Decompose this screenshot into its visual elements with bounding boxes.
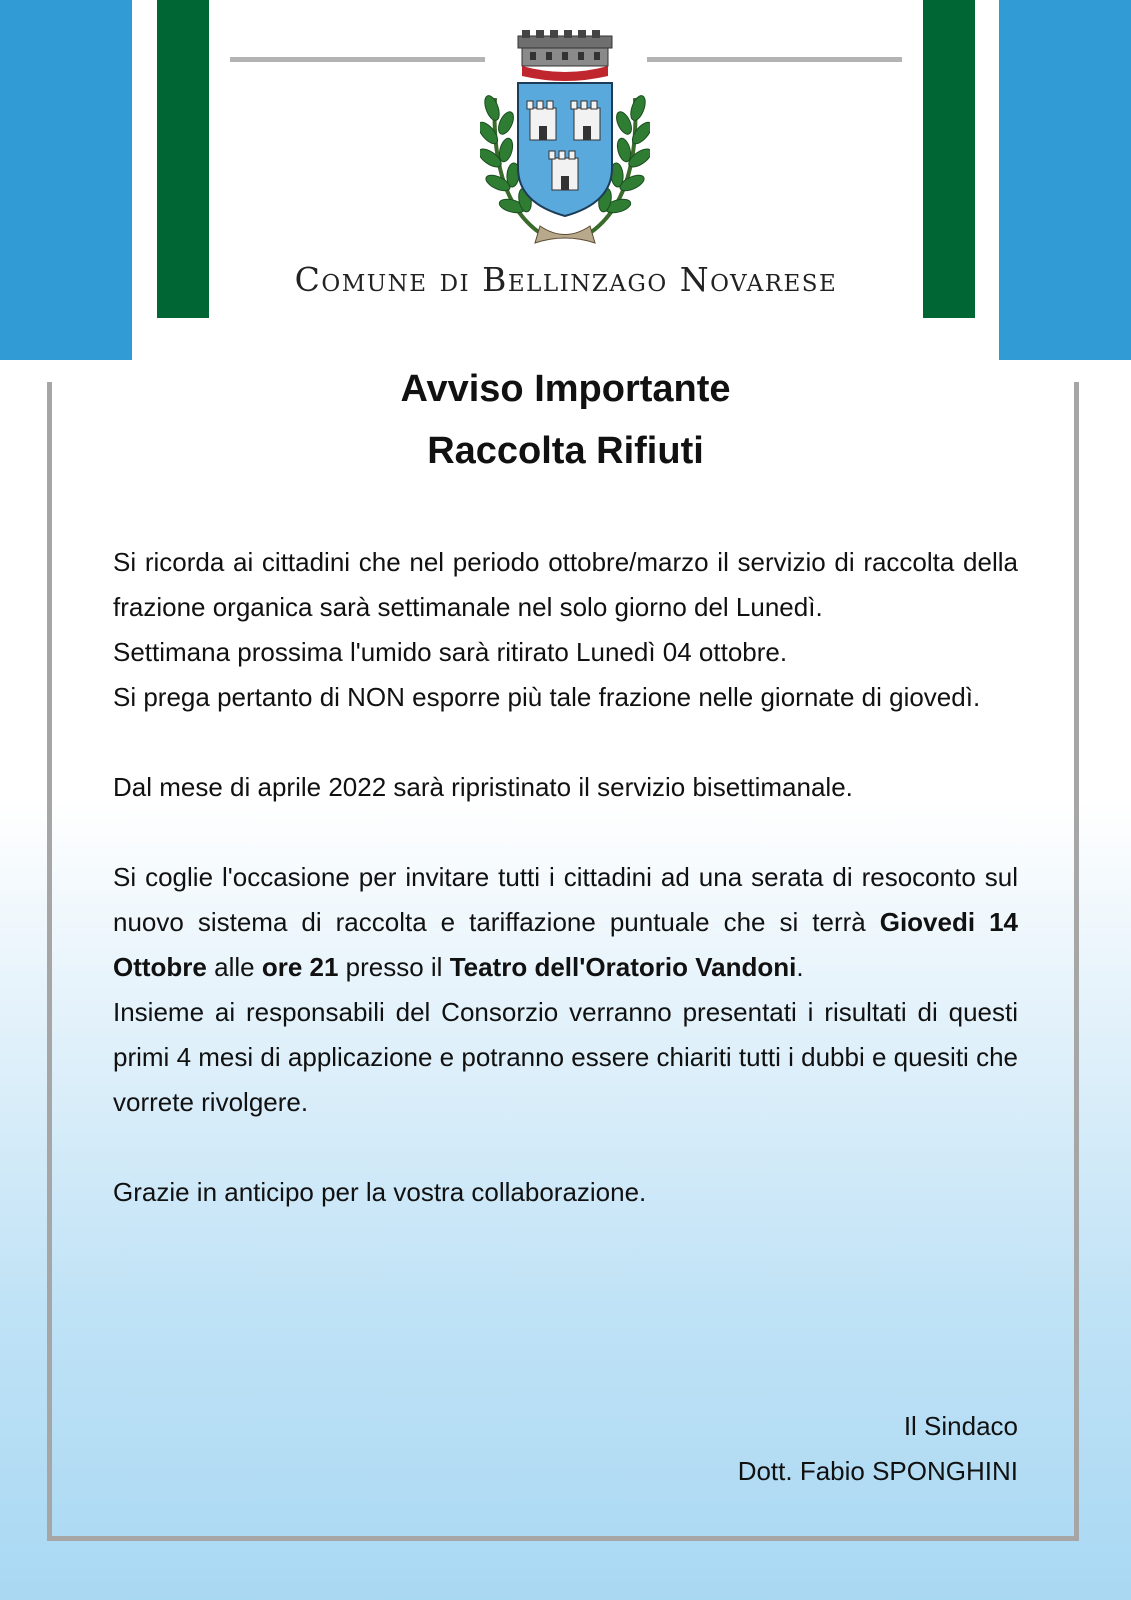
paragraph-biweekly-return: Dal mese di aprile 2022 sarà ripristinato il servizio bisettimanale. bbox=[113, 772, 853, 802]
signature-block bbox=[113, 1404, 1018, 1494]
header-blue-bar-left bbox=[0, 0, 132, 360]
event-time: ore 21 bbox=[261, 952, 339, 982]
header-blue-bar-right bbox=[999, 0, 1131, 360]
notice-heading bbox=[0, 358, 1131, 482]
paragraph-do-not-expose: Si prega pertanto di NON esporre più tale frazione nelle giornate di giovedì. bbox=[113, 682, 981, 712]
coat-of-arms-icon bbox=[480, 28, 650, 250]
paragraph-consortium: Insieme ai responsabili del Consorzio verranno presentati i risultati di questi primi 4 mesi di applicazione e potranno essere chiariti tutti i dubbi e quesiti che vorrete rivolgere. bbox=[113, 997, 1018, 1117]
invite-text: . bbox=[796, 952, 804, 982]
municipality-name: Comune di Bellinzago Novarese bbox=[294, 260, 838, 299]
invite-text: Si coglie l'occasione per invitare tutti i cittadini ad una serata di resoconto sul nuovo sistema di raccolta e tariffazione puntuale che si terrà bbox=[113, 862, 1018, 937]
signature-name: Dott. Fabio SPONGHINI bbox=[737, 1456, 1018, 1486]
paragraph-next-pickup: Settimana prossima l'umido sarà ritirato Lunedì 04 ottobre. bbox=[113, 637, 788, 667]
event-date: Giovedi 14 Ottobre bbox=[113, 907, 1018, 982]
invite-text: alle bbox=[206, 952, 262, 982]
signature-role: Il Sindaco bbox=[903, 1411, 1018, 1441]
header-divider-right bbox=[647, 57, 902, 62]
notice-body bbox=[113, 540, 1018, 1215]
paragraph-evening-invite bbox=[113, 855, 1018, 990]
header-divider-left bbox=[230, 57, 485, 62]
event-place: Teatro dell'Oratorio Vandoni bbox=[449, 952, 797, 982]
heading-line-2: Raccolta Rifiuti bbox=[427, 430, 704, 472]
paragraph-thanks: Grazie in anticipo per la vostra collaborazione. bbox=[113, 1177, 647, 1207]
invite-text: presso il bbox=[338, 952, 450, 982]
paragraph-organic-schedule: Si ricorda ai cittadini che nel periodo ottobre/marzo il servizio di raccolta della frazione organica sarà settimanale nel solo giorno del Lunedì. bbox=[113, 547, 1018, 622]
heading-line-1: Avviso Importante bbox=[400, 368, 731, 410]
